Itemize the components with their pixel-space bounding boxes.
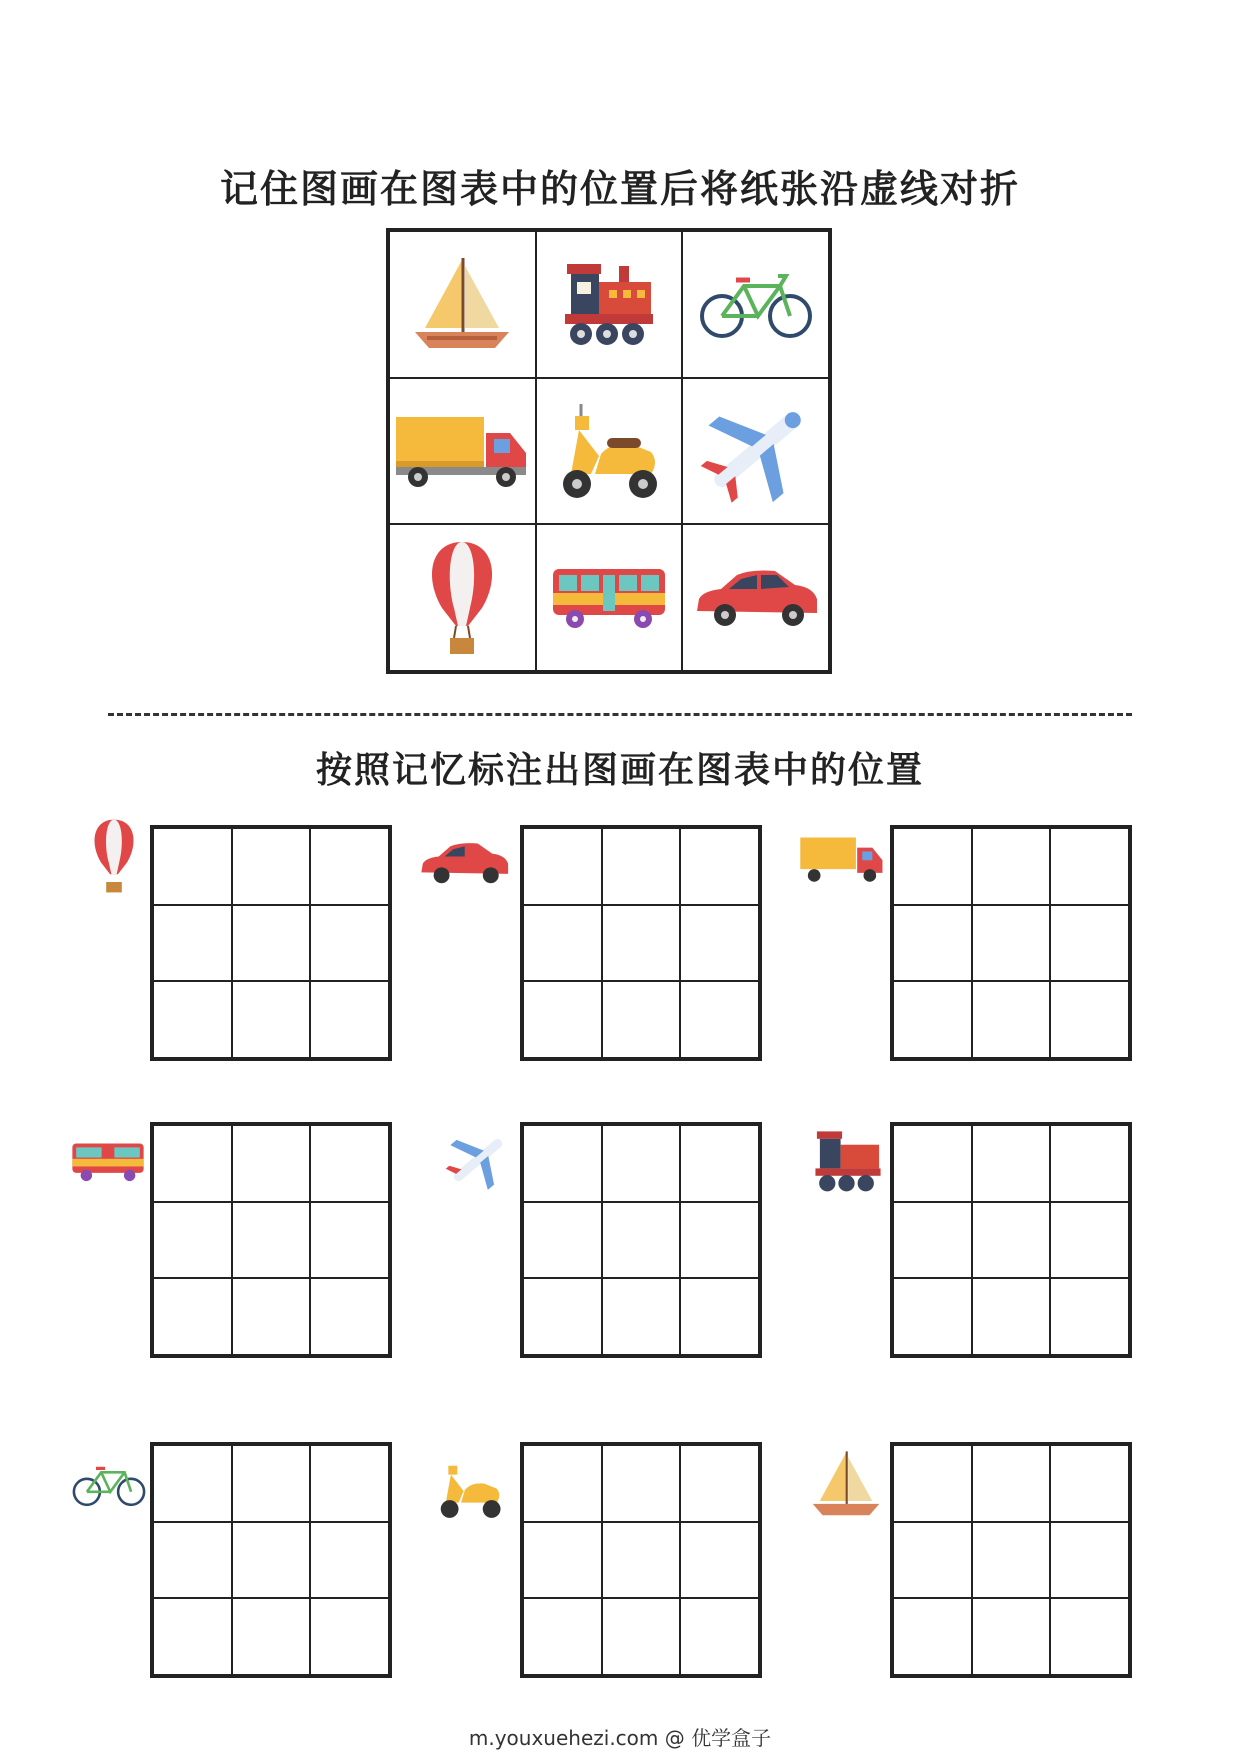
grid-cell[interactable] bbox=[523, 1522, 602, 1599]
grid-cell[interactable] bbox=[523, 905, 602, 982]
bus-icon bbox=[69, 1141, 147, 1183]
grid-cell[interactable] bbox=[153, 1522, 232, 1599]
truck-icon bbox=[394, 411, 530, 491]
grid-cell[interactable] bbox=[153, 828, 232, 905]
grid-cell[interactable] bbox=[893, 1598, 972, 1675]
grid-cell[interactable] bbox=[893, 1522, 972, 1599]
grid-cell[interactable] bbox=[232, 828, 311, 905]
airplane-icon bbox=[696, 391, 816, 511]
cue-sailboat bbox=[806, 1446, 886, 1522]
grid-cell[interactable] bbox=[232, 1598, 311, 1675]
grid-cell[interactable] bbox=[232, 1445, 311, 1522]
bus-icon bbox=[549, 565, 669, 631]
fold-dashed-line bbox=[108, 713, 1132, 716]
grid-cell[interactable] bbox=[310, 1125, 389, 1202]
grid-cell[interactable] bbox=[523, 1125, 602, 1202]
grid-cell[interactable] bbox=[680, 1125, 759, 1202]
practice-grid-2[interactable] bbox=[520, 825, 762, 1061]
train-icon bbox=[559, 256, 659, 352]
grid-cell[interactable] bbox=[893, 1125, 972, 1202]
grid-cell[interactable] bbox=[153, 1125, 232, 1202]
grid-cell[interactable] bbox=[1050, 828, 1129, 905]
scooter-icon bbox=[551, 396, 667, 506]
practice-grid-5[interactable] bbox=[520, 1122, 762, 1358]
practice-grid-8[interactable] bbox=[520, 1442, 762, 1678]
grid-cell[interactable] bbox=[680, 905, 759, 982]
sailboat-icon bbox=[407, 254, 517, 354]
grid-cell[interactable] bbox=[972, 981, 1051, 1058]
grid-cell[interactable] bbox=[523, 1598, 602, 1675]
memory-cell-scooter bbox=[536, 378, 683, 525]
cue-bus bbox=[68, 1140, 148, 1184]
grid-cell[interactable] bbox=[972, 1522, 1051, 1599]
grid-cell[interactable] bbox=[310, 1522, 389, 1599]
grid-cell[interactable] bbox=[153, 1202, 232, 1279]
grid-cell[interactable] bbox=[680, 1202, 759, 1279]
grid-cell[interactable] bbox=[680, 1598, 759, 1675]
grid-cell[interactable] bbox=[893, 981, 972, 1058]
grid-cell[interactable] bbox=[972, 1125, 1051, 1202]
memory-cell-truck bbox=[389, 378, 536, 525]
grid-cell[interactable] bbox=[232, 1202, 311, 1279]
hot-air-balloon-icon bbox=[422, 538, 502, 658]
car-icon bbox=[417, 839, 511, 887]
grid-cell[interactable] bbox=[680, 981, 759, 1058]
practice-grid-6[interactable] bbox=[890, 1122, 1132, 1358]
truck-icon bbox=[799, 833, 885, 885]
grid-cell[interactable] bbox=[972, 828, 1051, 905]
practice-grid-3[interactable] bbox=[890, 825, 1132, 1061]
grid-cell[interactable] bbox=[523, 1202, 602, 1279]
bicycle-icon bbox=[69, 1458, 149, 1510]
grid-cell[interactable] bbox=[972, 1598, 1051, 1675]
practice-grid-1[interactable] bbox=[150, 825, 392, 1061]
practice-grid-7[interactable] bbox=[150, 1442, 392, 1678]
memory-grid bbox=[386, 228, 832, 674]
memory-cell-airplane bbox=[682, 378, 829, 525]
grid-cell[interactable] bbox=[310, 905, 389, 982]
grid-cell[interactable] bbox=[310, 1202, 389, 1279]
grid-cell[interactable] bbox=[893, 1202, 972, 1279]
grid-cell[interactable] bbox=[1050, 1522, 1129, 1599]
car-icon bbox=[691, 565, 821, 631]
grid-cell[interactable] bbox=[680, 1445, 759, 1522]
grid-cell[interactable] bbox=[893, 828, 972, 905]
grid-cell[interactable] bbox=[893, 1445, 972, 1522]
cue-train bbox=[810, 1124, 886, 1198]
instruction-title-memorize: 记住图画在图表中的位置后将纸张沿虚线对折 bbox=[219, 167, 1020, 211]
grid-cell[interactable] bbox=[153, 1278, 232, 1355]
grid-cell[interactable] bbox=[680, 1522, 759, 1599]
grid-cell[interactable] bbox=[523, 981, 602, 1058]
grid-cell[interactable] bbox=[310, 981, 389, 1058]
grid-cell[interactable] bbox=[153, 981, 232, 1058]
cue-scooter bbox=[432, 1452, 508, 1524]
grid-cell[interactable] bbox=[972, 1278, 1051, 1355]
grid-cell[interactable] bbox=[232, 1278, 311, 1355]
grid-cell[interactable] bbox=[232, 1125, 311, 1202]
cue-hot-air-balloon bbox=[86, 816, 142, 896]
grid-cell[interactable] bbox=[1050, 1202, 1129, 1279]
cue-car bbox=[416, 838, 512, 888]
grid-cell[interactable] bbox=[602, 1445, 681, 1522]
grid-cell[interactable] bbox=[893, 1278, 972, 1355]
memory-cell-bus bbox=[536, 524, 683, 671]
grid-cell[interactable] bbox=[602, 1598, 681, 1675]
grid-cell[interactable] bbox=[602, 1278, 681, 1355]
memory-cell-car bbox=[682, 524, 829, 671]
practice-grid-4[interactable] bbox=[150, 1122, 392, 1358]
instruction-title-recall: 按照记忆标注出图画在图表中的位置 bbox=[315, 750, 924, 791]
sailboat-icon bbox=[807, 1448, 885, 1520]
grid-cell[interactable] bbox=[232, 981, 311, 1058]
grid-cell[interactable] bbox=[523, 1278, 602, 1355]
cue-truck bbox=[798, 832, 886, 886]
grid-cell[interactable] bbox=[1050, 905, 1129, 982]
grid-cell[interactable] bbox=[310, 1445, 389, 1522]
memory-cell-hot-air-balloon bbox=[389, 524, 536, 671]
grid-cell[interactable] bbox=[602, 828, 681, 905]
grid-cell[interactable] bbox=[602, 1202, 681, 1279]
grid-cell[interactable] bbox=[1050, 1598, 1129, 1675]
memory-cell-bicycle bbox=[682, 231, 829, 378]
grid-cell[interactable] bbox=[1050, 981, 1129, 1058]
bicycle-icon bbox=[696, 264, 816, 344]
grid-cell[interactable] bbox=[232, 1522, 311, 1599]
grid-cell[interactable] bbox=[1050, 1445, 1129, 1522]
grid-cell[interactable] bbox=[893, 905, 972, 982]
grid-cell[interactable] bbox=[602, 981, 681, 1058]
grid-cell[interactable] bbox=[153, 905, 232, 982]
practice-grid-9[interactable] bbox=[890, 1442, 1132, 1678]
grid-cell[interactable] bbox=[1050, 1125, 1129, 1202]
memory-cell-train bbox=[536, 231, 683, 378]
grid-cell[interactable] bbox=[972, 905, 1051, 982]
grid-cell[interactable] bbox=[310, 828, 389, 905]
grid-cell[interactable] bbox=[310, 1278, 389, 1355]
grid-cell[interactable] bbox=[153, 1598, 232, 1675]
grid-cell[interactable] bbox=[602, 1125, 681, 1202]
airplane-icon bbox=[443, 1125, 513, 1195]
grid-cell[interactable] bbox=[310, 1598, 389, 1675]
hot-air-balloon-icon bbox=[88, 817, 140, 895]
cue-bicycle bbox=[68, 1458, 150, 1510]
train-icon bbox=[811, 1125, 885, 1197]
scooter-icon bbox=[433, 1453, 507, 1523]
cue-airplane bbox=[442, 1124, 514, 1196]
grid-cell[interactable] bbox=[232, 905, 311, 982]
grid-cell[interactable] bbox=[602, 905, 681, 982]
grid-cell[interactable] bbox=[523, 828, 602, 905]
grid-cell[interactable] bbox=[680, 828, 759, 905]
grid-cell[interactable] bbox=[153, 1445, 232, 1522]
grid-cell[interactable] bbox=[523, 1445, 602, 1522]
memory-cell-sailboat bbox=[389, 231, 536, 378]
grid-cell[interactable] bbox=[972, 1202, 1051, 1279]
grid-cell[interactable] bbox=[602, 1522, 681, 1599]
grid-cell[interactable] bbox=[972, 1445, 1051, 1522]
grid-cell[interactable] bbox=[1050, 1278, 1129, 1355]
grid-cell[interactable] bbox=[680, 1278, 759, 1355]
footer-watermark: m.youxuehezi.com @ 优学盒子 bbox=[468, 1726, 772, 1750]
